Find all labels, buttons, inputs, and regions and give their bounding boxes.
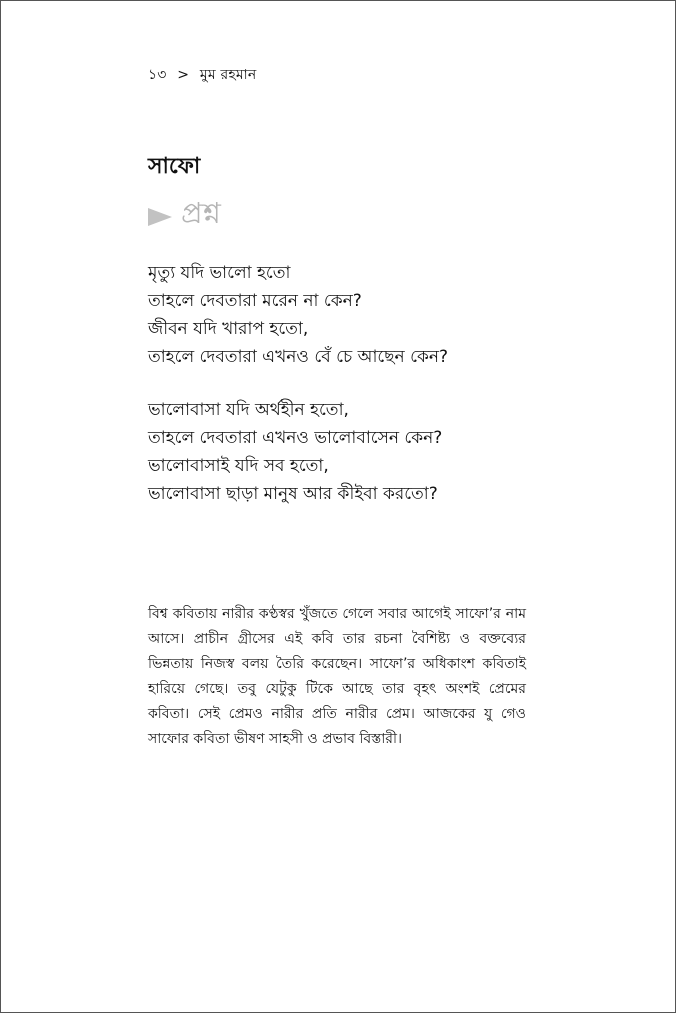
- poem-title: [148, 191, 221, 240]
- poem-line: মৃত্যু যদি ভালো হতো: [148, 263, 291, 283]
- poem-line: ভালোবাসা যদি অর্থহীন হতো,: [148, 400, 349, 420]
- poem-line: ভালোবাসা ছাড়া মানুষ আর কীইবা করতো?: [148, 484, 438, 504]
- stanza: [148, 259, 528, 371]
- poem-line: তাহলে দেবতারা এখনও ভালোবাসেন কেন?: [148, 428, 443, 448]
- section-title: সাফো: [148, 154, 201, 179]
- poem-line: ভালোবাসাই যদি সব হতো,: [148, 456, 329, 476]
- poem-line: তাহলে দেবতারা মরেন না কেন?: [148, 291, 362, 311]
- author-name: মুম রহমান: [199, 67, 257, 83]
- running-head: [148, 63, 257, 87]
- stanza: [148, 396, 528, 508]
- poem-body: [148, 259, 528, 533]
- header-separator: >: [177, 67, 190, 83]
- poem-line: তাহলে দেবতারা এখনও বেঁ চে আছেন কেন?: [148, 347, 449, 367]
- poem-title-text: প্রশ্ন: [181, 196, 221, 230]
- poem-line: জীবন যদি খারাপ হতো,: [148, 319, 309, 339]
- poet-note: বিশ্ব কবিতায় নারীর কণ্ঠস্বর খুঁজতে গেলে সবার আগেই সাফো’র নাম আসে। প্রাচীন গ্রীসের এই কবি তার রচনা বৈশিষ্ট্য ও বক্তব্যের ভিন্নতায় নিজস্ব বলয় তৈরি করেছেন। সাফো’র অধিকাংশ কবিতাই হারিয়ে গেছে। তবু যেটুকু টিকে আছে তার বৃহৎ অংশই প্রেমের কবিতা। সেই প্রেমও নারীর প্রতি নারীর প্রেম। আজকের যু গেও সাফোর কবিতা ভীষণ সাহসী ও প্রভাব বিস্তারী।: [148, 606, 526, 747]
- triangle-arrow-icon: [148, 208, 172, 226]
- page-number: ১৩: [148, 67, 167, 83]
